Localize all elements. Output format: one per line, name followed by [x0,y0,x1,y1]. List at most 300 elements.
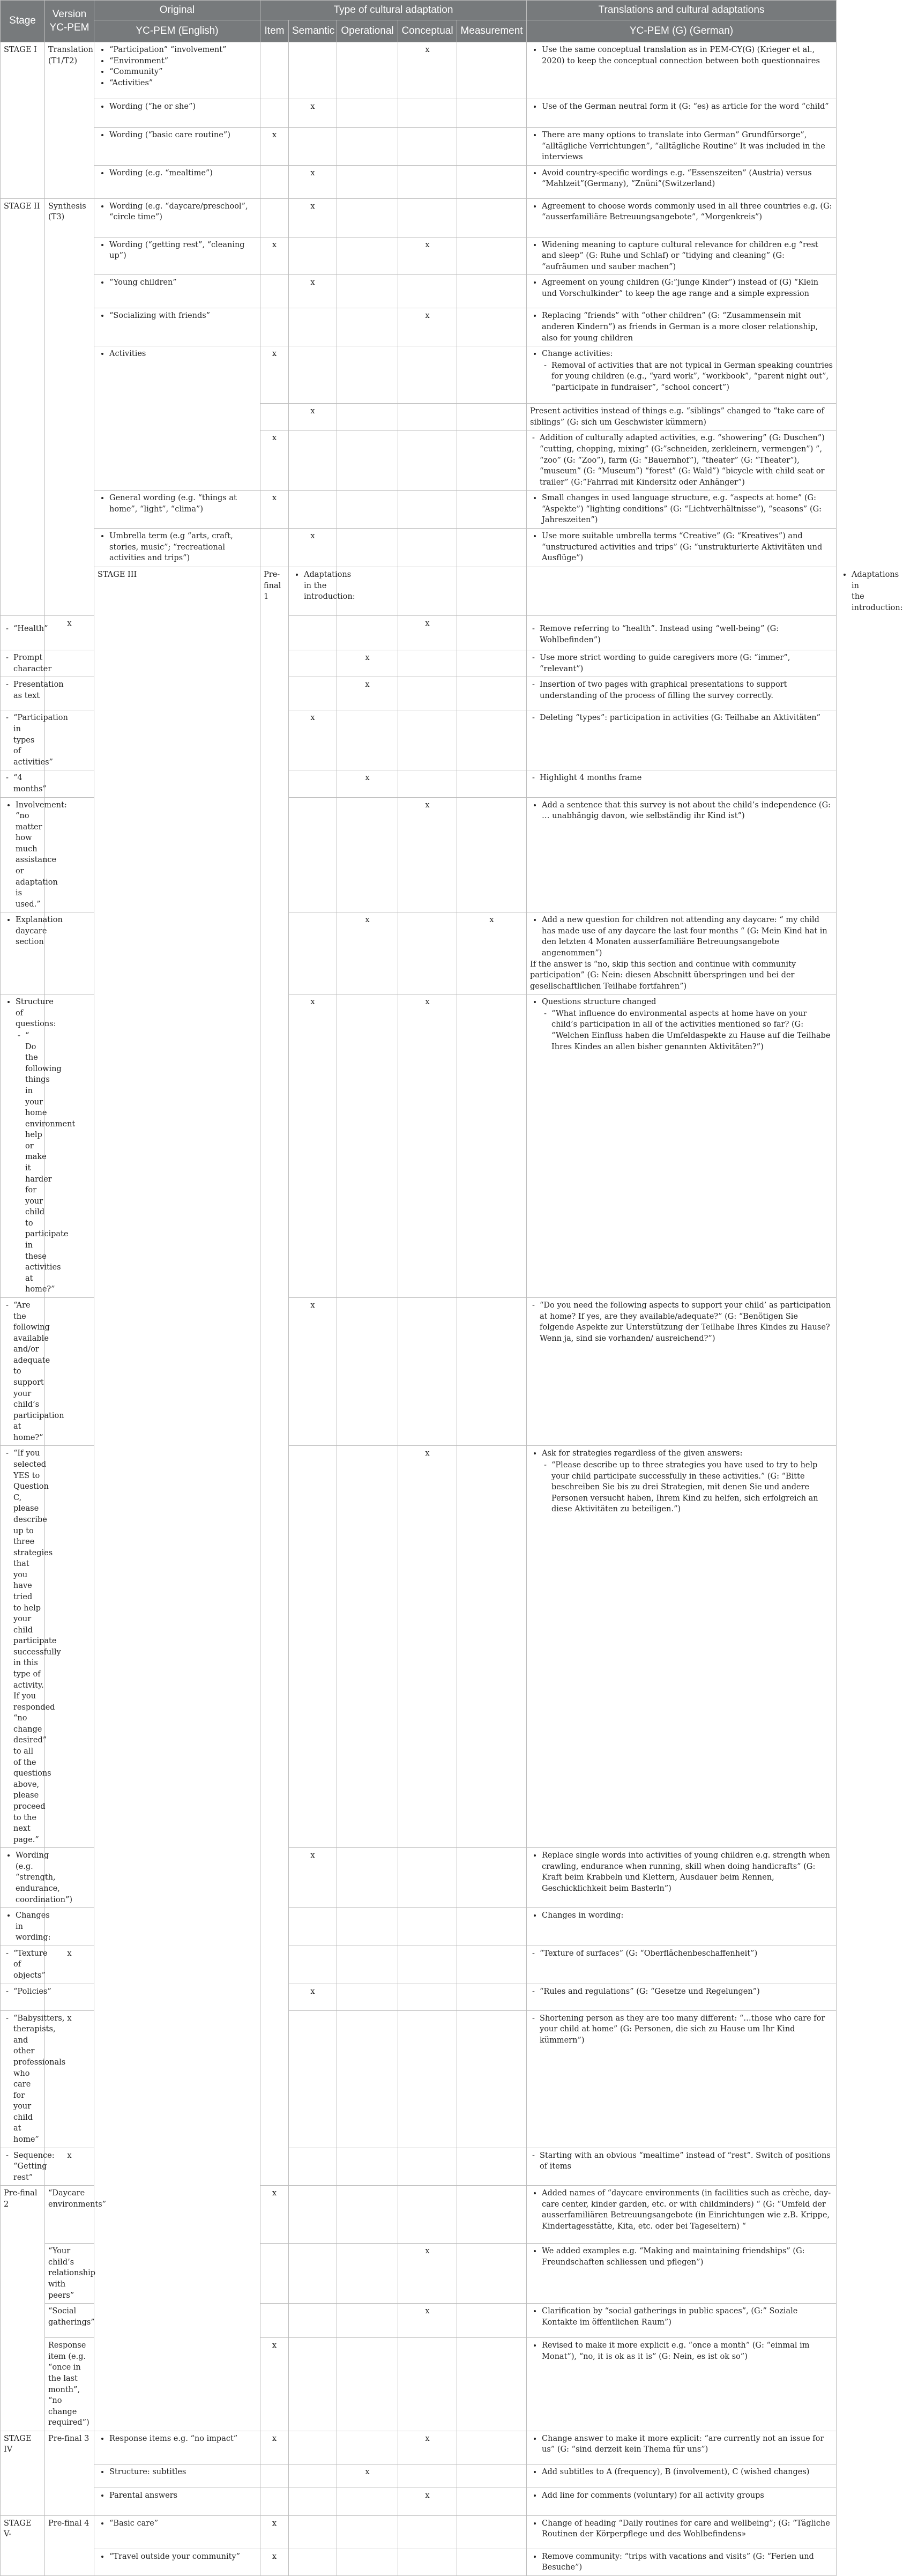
header-version: Version YC-PEM [45,1,94,42]
item-mark: x [260,2338,289,2431]
operational-mark [337,2488,398,2515]
original-cell [94,42,260,99]
translation-cell [527,677,837,710]
original-cell [94,2431,260,2464]
list-item: • We added examples e.g. “Making and maintaining friendships” (G: Freundschaften schliessen und pflegen”) [542,2246,833,2268]
table-body [1,42,903,2576]
list-item: • Activities [109,348,257,360]
list-item: - Remove referring to “health”. Instead using “well-being” (G: Wohlbefinden”) [540,618,833,645]
list-item: • Adaptations in the introduction: [304,569,333,603]
semantic-mark: x [289,710,337,770]
original-cell [1,770,45,797]
measurement-mark [457,677,527,710]
list-item: • “Participation” “involvement” [109,44,257,56]
measurement-mark [457,2431,527,2464]
conceptual-mark [527,567,837,615]
list-item: - Use more strict wording to guide caregivers more (G: “immer”, “relevant”) [540,652,833,674]
conceptual-mark [398,99,457,128]
header-original-col: YC-PEM (English) [94,20,260,42]
list-item: • Replace single words into activities of young children e.g. strength when crawling, endurance when running, skill when doing handicrafts” (G: Kraft beim Krabbeln und Klettern, Ausdauer beim Rennen, Geschicklichkeit beim Basterln”) [542,1850,833,1894]
measurement-mark [457,2338,527,2431]
list-item: - “Texture of surfaces” (G: “Oberflächenbeschaffenheit”) [540,1948,833,1959]
list-item: - “What influence do environmental aspects at home have on your child’s participation in all of the activities mentioned so far? (G: “Welchen Einfluss haben die Umfeldaspekte zu Hause auf die Teilhabe Ihres Kindes an allen bisher genannten Aktivitäten?”) [551,1008,833,1052]
table-row: STAGE III Pre-final 1 • Adaptations in the introduction: Adaptations in the introduction: [1,567,837,615]
conceptual-mark [398,128,457,166]
measurement-mark [457,308,527,346]
list-item: - “Do you need the following aspects to support your child’ as participation at home? If yes, are they available/adequate?” (G: “Benötigen Sie folgende Aspekte zur Unterstützung der Teilhabe Ihres Kindes zu Hause? Wenn ja, sind sie vorhanden/ ausreichend?”) [540,1300,833,1344]
item-mark: x [260,2431,289,2464]
semantic-mark [289,1908,337,1946]
version-cell: Pre-final 4 [45,2515,94,2575]
conceptual-mark [398,912,457,994]
conceptual-mark: x [398,797,457,912]
translation-cell [527,994,837,1298]
semantic-mark [289,2244,337,2304]
operational-mark [337,2338,398,2431]
list-item: - “If you selected YES to Question C, please describe up to three strategies that you have tried to help your child participate successfully in this type of activity. If you responded “no change desired” to all of the questions above, please proceed to the next page.” [13,1448,41,1845]
original-cell [1,616,48,650]
list-item: - “Babysitters, therapists, and other professionals who care for your child at home” [13,2013,41,2146]
original-cell [289,567,355,615]
list-item: • Use the same conceptual translation as in PEM-CY(G) (Krieger et al., 2020) to keep the conceptual connection between both questionnaires [542,44,833,66]
header-stage: Stage [1,1,45,42]
list-item: - “Rules and regulations” (G: “Gesetze und Regelungen”) [540,1986,833,1998]
original-cell [1,2010,66,2148]
item-mark [260,2488,289,2515]
operational-mark [337,308,398,346]
table-header [1,1,837,42]
header-type-group: Type of cultural adaptation [260,1,527,20]
semantic-mark: x [289,275,337,308]
conceptual-mark [398,2464,457,2488]
list-item: • Wording (“basic care routine”) [109,130,257,141]
measurement-mark [457,2186,527,2244]
list-item: - “Participation in types of activities” [13,712,41,768]
operational-mark: x [337,912,398,994]
original-cell [1,1848,73,1908]
operational-mark [337,2304,398,2338]
list-item [542,1448,833,1515]
list-item: • “Basic care” [109,2518,257,2529]
measurement-mark [457,1848,527,1908]
list-item: - Addition of culturally adapted activities, e.g. “showering” (G: Duschen”) “cutting, chopping, mixing” (G:”schneiden, zerkleinern, vermengen”) ”, “zoo” (G: “Zoo”), farm (G: “Bauernhof”), “theater” (G: “Theater”), “museum” (G: “Museum”) “forest” (G: Wald”) “bicycle with child seat or trailer” (G:”Fahrrad mit Kindersitz oder Anhänger”) [540,433,833,488]
operational-mark [337,1848,398,1908]
conceptual-mark [398,2010,457,2148]
item-mark [260,528,289,567]
header-semantic: Semantic [289,20,337,42]
list-item: - “Texture of objects” [13,1948,41,1981]
list-item: • Change answer to make it more explicit: “are currently not an issue for us” (G: “sind derzeit kein Thema für uns”) [542,2433,833,2455]
measurement-mark [457,2515,527,2549]
original-cell [1,1984,51,2010]
semantic-mark: x [289,404,337,430]
list-item: • Avoid country-specific wordings e.g. “Essenszeiten” (Austria) versus “Mahlzeit”(Germany), “Znüni”(Switzerland) [542,168,833,190]
original-cell: “Daycare environments” [45,2186,94,2244]
measurement-mark [457,491,527,529]
measurement-mark [457,1946,527,1984]
table-row [1,99,837,128]
original-cell [94,308,260,346]
translation-cell [527,2464,837,2488]
semantic-mark [289,677,337,710]
measurement-mark [457,1446,527,1848]
table-row [1,128,837,166]
translation-cell [527,2010,837,2148]
item-mark: x [260,2515,289,2549]
list-item: • Clarification by “social gatherings in public spaces”, (G:” Soziale Kontakte im öffentlichen Raum”) [542,2306,833,2328]
table-row [1,2431,837,2464]
conceptual-mark [398,346,457,404]
list-item: - “Are the following available and/or adequate to support your child’s participation at home?” [13,1300,41,1444]
list-item: • Explanation daycare section [16,915,41,948]
table-row [1,165,837,198]
original-cell [1,994,76,1298]
list-item: • Change of heading “Daily routines for care and wellbeing”; (G: “Tägliche Routinen der Körperpflege und des Wohlbefindens» [542,2518,833,2540]
table-row [1,275,837,308]
item-mark [260,42,289,99]
measurement-mark [457,404,527,430]
semantic-mark: x [289,1297,337,1446]
operational-mark [337,2515,398,2549]
table-row [1,237,837,275]
list-item-text: Questions structure changed [542,998,656,1007]
list-item: • Replacing “friends” with “other children” (G: “Zusammensein mit anderen Kindern”) as friends in German is a more closer relationship, also for young children [542,310,833,344]
semantic-mark [289,1446,337,1848]
item-mark: x [45,2010,94,2148]
stage-cell: STAGE II [1,198,45,616]
original-cell [94,2488,260,2515]
list-item: • Umbrella term (e.g “arts, craft, stories, music”; “recreational activities and trips”) [109,531,257,564]
list-item: - Shortening person as they are too many different: “…those who care for your child at home” (G: Personen, die sich zu Hause um Ihr Kind kümmern”) [540,2013,833,2046]
item-mark [45,912,94,994]
operational-mark [337,1984,398,2010]
list-item: - “ Do the following things in your home environment help or make it harder for your child to participate in these activities at home?” [25,1030,41,1295]
original-cell [94,2549,260,2575]
semantic-mark [289,2338,337,2431]
operational-mark [337,237,398,275]
measurement-mark [457,650,527,677]
list-item: • Add line for comments (voluntary) for all activity groups [542,2490,833,2501]
operational-mark [337,797,398,912]
stage-cell: STAGE I [1,42,45,199]
translation-cell [527,797,837,912]
list-item: • Agreement on young children (G:”junge Kinder”) instead of (G) “Klein und Vorschulkinder” to keep the age range and a simple expression [542,277,833,299]
operational-mark [457,567,527,615]
conceptual-mark: x [398,2244,457,2304]
original-cell [94,275,260,308]
item-mark: x [260,346,289,404]
measurement-mark [457,42,527,99]
item-mark [45,1984,94,2010]
table-row [1,2488,837,2515]
conceptual-mark [398,2186,457,2244]
conceptual-mark [398,1848,457,1908]
translation-cell [527,165,837,198]
list-item: - Deleting “types”: participation in activities (G: Teilhabe an Aktivitäten” [540,712,833,724]
semantic-mark [289,1946,337,1984]
semantic-mark [289,616,337,650]
item-mark [45,650,94,677]
measurement-mark [457,2010,527,2148]
original-cell [1,650,52,677]
measurement-mark [457,2549,527,2575]
item-mark: x [45,1946,94,1984]
semantic-mark: x [289,1848,337,1908]
operational-mark [337,2186,398,2244]
conceptual-mark [398,165,457,198]
semantic-mark: x [289,99,337,128]
list-item [16,997,76,1295]
conceptual-mark [398,2549,457,2575]
semantic-mark: x [289,528,337,567]
operational-mark [337,1297,398,1446]
item-mark: x [260,430,289,491]
table-row [1,198,837,237]
original-cell [1,1446,61,1848]
operational-mark [337,275,398,308]
conceptual-mark [398,650,457,677]
list-item: • Use more suitable umbrella terms “Creative” (G: “Kreatives”) and “unstructured activities and trips” (G: “unstrukturierte Aktivitäten und Ausflüge”) [542,531,833,564]
original-cell [1,2148,55,2186]
operational-mark [337,2010,398,2148]
header-translation-col: YC-PEM (G) (German) [527,20,837,42]
translation-cell [527,99,837,128]
translation-cell [527,1297,837,1446]
semantic-mark: x [289,1984,337,2010]
conceptual-mark [398,404,457,430]
table-row [1,308,837,346]
operational-mark: x [337,2464,398,2488]
translation-cell [527,2148,837,2186]
original-cell [1,1908,51,1946]
translation-cell [527,2244,837,2304]
item-mark [260,99,289,128]
conceptual-mark [398,2515,457,2549]
measurement-mark [457,994,527,1298]
translation-cell [527,128,837,166]
operational-mark [337,994,398,1298]
translation-cell [527,2549,837,2575]
operational-mark: x [337,650,398,677]
list-item [542,997,833,1052]
table-row [1,528,837,567]
item-mark [45,1908,94,1946]
operational-mark [337,165,398,198]
conceptual-mark: x [398,42,457,99]
operational-mark: x [337,677,398,710]
semantic-mark [289,770,337,797]
version-cell: Translation (T1/T2) [45,42,94,199]
measurement-mark [457,2488,527,2515]
measurement-mark [457,770,527,797]
operational-mark [337,42,398,99]
table-row [1,2549,837,2575]
semantic-mark [289,912,337,994]
translation-cell [527,2431,837,2464]
original-cell [94,346,260,491]
translation-cell [527,346,837,404]
list-item-text: Ask for strategies regardless of the given answers: [542,1449,743,1458]
semantic-mark [289,491,337,529]
operational-mark [337,346,398,404]
original-cell [1,912,63,994]
list-item: • “Activities” [109,78,257,89]
original-cell [1,797,67,912]
list-item: • “Socializing with friends” [109,310,257,322]
translation-cell [527,710,837,770]
conceptual-mark [398,1908,457,1946]
translation-cell [527,2186,837,2244]
list-item: • Involvement: “no matter how much assistance or adaptation is used.” [16,800,41,910]
measurement-mark [457,1984,527,2010]
translation-cell [527,1446,837,1848]
list-item: - “Policies” [13,1986,41,1998]
translation-cell [527,1984,837,2010]
translation-cell [527,198,837,237]
list-item: • Wording (e.g. “daycare/preschool”, “circle time”) [109,201,257,223]
semantic-mark [289,2431,337,2464]
item-mark [45,797,94,912]
operational-mark [337,2148,398,2186]
semantic-mark [289,2010,337,2148]
list-item: • Wording (e.g. “strength, endurance, coordination”) [16,1850,41,1905]
conceptual-mark: x [398,2488,457,2515]
original-cell [94,528,260,567]
semantic-mark: x [289,994,337,1298]
item-mark: x [260,2549,289,2575]
measurement-mark [457,128,527,166]
list-item: • Add subtitles to A (frequency), B (involvement), C (wished changes) [542,2467,833,2478]
translation-cell [527,2515,837,2549]
operational-mark [337,430,398,491]
item-mark [260,404,289,430]
conceptual-mark [398,1984,457,2010]
stage-cell: STAGE III [94,567,260,2431]
list-item: • Parental answers [109,2490,257,2501]
original-cell [94,2515,260,2549]
translation-cell [527,2488,837,2515]
list-item: - Sequence: “Getting rest” [13,2150,41,2184]
semantic-mark [289,2488,337,2515]
semantic-mark [289,430,337,491]
list-item: • Widening meaning to capture cultural relevance for children e.g “rest and sleep” (G: Ruhe und Schlaf) or “tidying and cleaning” (G: “aufräumen und sauber machen”) [542,240,833,273]
list-item-text: Change activities: [542,350,613,359]
list-item: • “Community” [109,66,257,78]
translation-cell [527,308,837,346]
conceptual-mark: x [398,616,457,650]
original-cell [1,1297,64,1446]
translation-cell [527,2338,837,2431]
list-item: - Insertion of two pages with graphical presentations to support understanding of the process of filling the survey correctly. [540,679,833,701]
operational-mark [337,710,398,770]
item-mark [260,2244,289,2304]
measurement-mark [457,528,527,567]
original-cell: Response item (e.g. “once in the last month”, “no change required”) [45,2338,94,2431]
header-conceptual: Conceptual [398,20,457,42]
list-item: • Agreement to choose words commonly used in all three countries e.g. (G: “ausserfamiliäre Betreuungsangebote”, “Morgenkreis”) [542,201,833,223]
measurement-mark [457,2148,527,2186]
list-item [542,348,833,393]
measurement-mark [457,1908,527,1946]
list-item: • Structure: subtitles [109,2467,257,2478]
translation-cell: Present activities instead of things e.g. “siblings” changed to “take care of siblings” (G: sich um Geschwister kümmern) [527,404,837,430]
item-mark: x [260,237,289,275]
operational-mark [337,99,398,128]
measurement-mark [457,198,527,237]
semantic-mark [289,42,337,99]
list-item: • There are many options to translate into German” Grundfürsorge”, “alltägliche Verrichtungen”, “alltägliche Routine” It was included in the interviews [542,130,833,163]
original-cell [94,128,260,166]
conceptual-mark: x [398,994,457,1298]
translation-cell [527,770,837,797]
original-cell [94,491,260,529]
item-mark [260,275,289,308]
operational-mark [337,128,398,166]
list-item: • Small changes in used language structure, e.g. “aspects at home” (G: “Aspekte”) “lighting conditions” (G: “Lichtverhältnisse”), “seasons” (G: Jahreszeiten”) [542,493,833,526]
list-item: • Wording (“getting rest”, “cleaning up”) [109,240,257,262]
list-item: • Changes in wording: [542,1910,833,1921]
original-cell [94,165,260,198]
list-item: - “Health” [13,618,41,635]
operational-mark [337,491,398,529]
semantic-mark [289,128,337,166]
list-item: - Removal of activities that are not typical in German speaking countries for young children (e.g., “yard work”, “workbook”, “parent night out”, “participate in fundraiser”, “school concert”) [551,360,833,394]
item-mark [260,2464,289,2488]
semantic-mark: x [289,165,337,198]
translation-cell [527,650,837,677]
version-cell: Pre-final 3 [45,2431,94,2515]
semantic-mark [398,567,457,615]
list-item: • “Young children” [109,277,257,288]
list-item: - Highlight 4 months frame [540,773,833,784]
semantic-mark [289,2186,337,2244]
semantic-mark [289,346,337,404]
table-row [1,346,837,404]
conceptual-mark [398,770,457,797]
operational-mark: x [337,770,398,797]
translation-cell [527,42,837,99]
stage-cell: STAGE IV [1,2431,45,2515]
measurement-mark [457,616,527,650]
item-mark [45,1297,94,1446]
measurement-mark [457,2304,527,2338]
conceptual-mark [398,275,457,308]
translation-cell [527,1908,837,1946]
list-item: - “Please describe up to three strategies you have used to try to help your child participate successfully in these activities.” (G: “Bitte beschreiben Sie bis zu drei Strategien, mit denen Sie und andere Personen versucht haben, Ihrem Kind zu helfen, sich erfolgreich an diese Aktivitäten zu beteiligen.”) [551,1460,833,1515]
operational-mark [337,2244,398,2304]
list-item: - Starting with an obvious “mealtime” instead of “rest”. Switch of positions of items [540,2150,833,2172]
conceptual-mark [398,1297,457,1446]
list-item: • Add a sentence that this survey is not about the child’s independence (G: … unabhängig davon, wie selbständig ihr Kind ist”) [542,800,833,822]
list-item: • General wording (e.g. “things at home”, “light”, “clima”) [109,493,257,515]
list-item: • Remove community: “trips with vacations and visits” (G: “Ferien und Besuche”) [542,2551,833,2573]
measurement-mark [457,2464,527,2488]
header-original-group: Original [94,1,260,20]
table-row [1,2515,837,2549]
original-cell: “Social gatherings” [45,2304,94,2338]
measurement-mark [457,2244,527,2304]
conceptual-mark: x [398,237,457,275]
version-cell: Pre-final 1 [260,567,289,2185]
item-mark [45,770,94,797]
original-cell [1,1946,48,1984]
item-mark [45,1446,94,1848]
operational-mark [337,2549,398,2575]
translation-cell [527,528,837,567]
operational-mark [337,404,398,430]
measurement-mark [457,346,527,404]
list-item: - Prompt character [13,652,41,674]
